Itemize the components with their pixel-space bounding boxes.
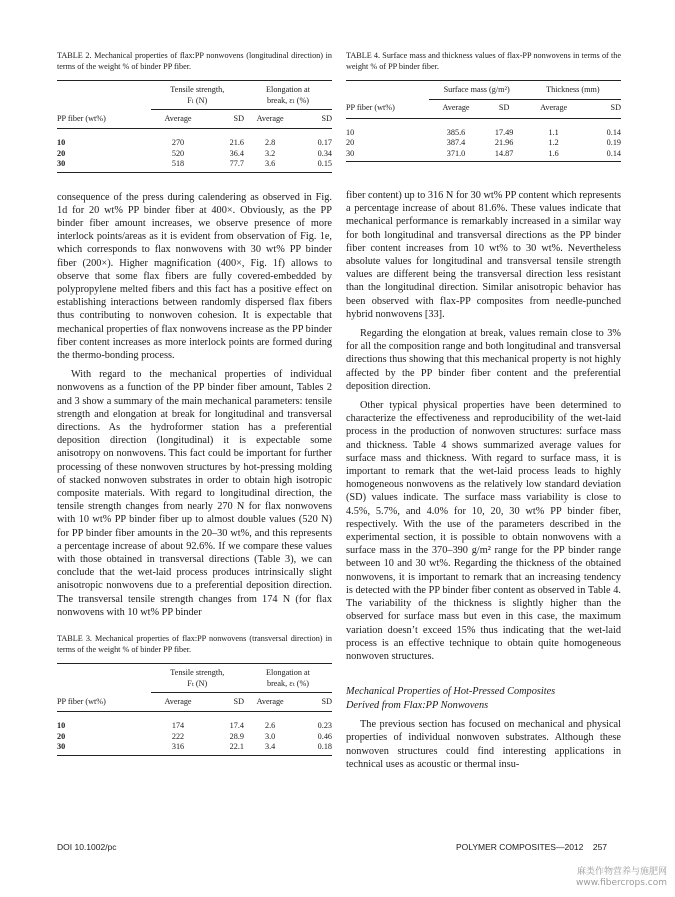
table3 xyxy=(57,663,332,756)
table-row: 20 520 36.4 3.2 0.34 xyxy=(57,148,332,158)
body-paragraph: fiber content) up to 316 N for 30 wt% PP content which represents a percentage increase of about 81.6%. These values indicate that mechanical performance is remarkably increased in a similar way for both longitudinal and transversal directions as the PP binder fiber content increases from 10 wt% to 30 wt%. Nevertheless absolute values for longitudinal and transversal tensile strength values are different being the transversal direction less resistant than the longitudinal direction. Similar anisotropic behavior has been observed with flax-PP composites from needle-punched hybrid nonwovens [33]. xyxy=(346,190,621,320)
table2-col-average: Average xyxy=(244,110,296,129)
table4-caption: TABLE 4. Surface mass and thickness values of flax-PP nonwovens in terms of the weight % of PP binder fiber. xyxy=(346,51,621,71)
table4-col-average: Average xyxy=(525,99,583,118)
watermark: 麻类作物营养与施肥网 www.fibercrops.com xyxy=(576,867,667,888)
table4-group1-header: Surface mass (g/m²) xyxy=(429,81,525,96)
footer-journal: POLYMER COMPOSITES—2012 257 xyxy=(456,842,608,852)
section-heading: Mechanical Properties of Hot-Pressed Composites Derived from Flax:PP Nonwovens xyxy=(346,686,556,711)
table3-col-average: Average xyxy=(151,693,206,712)
table3-col-average: Average xyxy=(244,693,296,712)
right-column xyxy=(346,50,621,771)
body-paragraph: The previous section has focused on mechanical and physical properties of individual nonwoven substrates. Although these nonwoven structures could find interesting applications in technical uses as acoustic or thermal insu- xyxy=(346,719,621,770)
table-row: 30 371.0 14.87 1.6 0.14 xyxy=(346,149,621,162)
table-row: 10 270 21.6 2.8 0.17 xyxy=(57,138,332,147)
table2-col-sd: SD xyxy=(206,110,245,129)
table4-row-header: PP fiber (wt%) xyxy=(346,99,429,118)
table-row: 10 174 17.4 2.6 0.23 xyxy=(57,721,332,730)
table2 xyxy=(57,80,332,173)
body-paragraph: With regard to the mechanical properties of individual nonwovens as a function of the PP binder fiber amount, Tables 2 and 3 show a summary of the main mechanical parameters: tensile strength and elongation at break for longitudinal and transversal directions. As the hydroformer station has a preferential deposition direction (longitudinal) it is expectable some anisotropy on nonwovens. This fact could be important for further processing of these nonwoven structures by hot-pressing molding of stacked nonwoven substrates in order to obtain high isotropic composite materials. With regard to longitudinal direction, the tensile strength changes from nearly 270 N for flax nonwovens with 10 wt% PP binder fiber up to almost double values (520 N) for PP binder fiber amounts in the 20–30 wt%, and this represents a percentage increase of about 92.6%. If we compare these values with those obtained in transversal directions (Table 3), we can conclude that the wet-laid process produces intrinsically slight anisotropic nonwovens due to a preferential deposition direction. The transversal tensile strength changes from 174 N (for flax nonwovens with 10 wt% PP binder xyxy=(57,369,332,618)
footer-doi: DOI 10.1002/pc xyxy=(57,842,117,852)
table3-group2-header: Elongation at break, εₜ (%) xyxy=(244,664,332,690)
table3-col-sd: SD xyxy=(206,693,245,712)
table4-col-average: Average xyxy=(429,99,484,118)
table2-col-average: Average xyxy=(151,110,206,129)
table-row: 10 385.6 17.49 1.1 0.14 xyxy=(346,127,621,137)
table2-row-header: PP fiber (wt%) xyxy=(57,110,151,129)
table4-col-sd: SD xyxy=(484,99,525,118)
body-paragraph: Regarding the elongation at break, values remain close to 3% for all the composition range and both longitudinal and transversal directions thus showing that this mechanical property is not highly affected by the PP binder fiber content and the preferential deposition direction. xyxy=(346,328,621,392)
body-paragraph: Other typical physical properties have been determined to characterize the effectiveness and reproducibility of the wet-laid process in the production of nonwoven structures: surface mass and thickness. Table 4 shows summarized average values for surface mass and thickness. With regard to surface mass, it is important to remark that the wet-laid process leads to highly homogeneous nonwovens as the relatively low standard deviation (SD) values indicate. The surface mass variability is close to 4.5%, 5.7%, and 4.0% for 10, 20, 30 wt% PP binder fiber, respectively. With the use of the parameters described in the experimental section, it is possible to obtain nonwovens with a surface mass in the 370–390 g/m² range for the PP binder range between 10 and 30 wt%. Regarding the thickness of the obtained nonwovens, it is important to remark that an increasing tendency is detected with the PP binder fiber content as observed in Table 4. The variability of the thickness is slightly higher than the observed for surface mass but even in this case, the maximum variation doesn’t exceed 15% thus indicating that the wet-laid process is an effective technique to obtain quite homogeneous nonwoven structures. xyxy=(346,400,621,662)
table2-group1-header: Tensile strength, Fₗ (N) xyxy=(151,81,245,107)
table3-caption: TABLE 3. Mechanical properties of flax:PP nonwovens (transversal direction) in terms of the weight % of binder PP fiber. xyxy=(57,634,332,654)
body-paragraph: consequence of the press during calendering as observed in Fig. 1d for 20 wt% PP binder fiber at 400×. Obviously, as the PP binder fiber amount increases, we observe presence of more interlock points/areas as it is evident from observation of Fig. 1e, which corresponds to flax nonwovens with 30 wt% PP binder fiber (200×). Higher magnification (400×, Fig. 1f) allows to observe that some flax fibers are fully covered-embedded by polypropylene melted fibers and this fact has a positive effect on establishing interactions between randomly dispersed flax fibers thus contributing to nonwoven cohesion. It is expectable that mechanical properties of flax nonwovens increase as the PP binder fiber content increases as more interlock points are formed during the thermo-bonding process. xyxy=(57,191,332,361)
table3-col-sd: SD xyxy=(296,693,332,712)
table2-col-sd: SD xyxy=(296,110,332,129)
table3-group1-header: Tensile strength, Fₜ (N) xyxy=(151,664,245,690)
table4 xyxy=(346,80,621,162)
table-row: 20 387.4 21.96 1.2 0.19 xyxy=(346,138,621,147)
table3-row-header: PP fiber (wt%) xyxy=(57,693,151,712)
table-row: 30 316 22.1 3.4 0.18 xyxy=(57,742,332,755)
page-number: 257 xyxy=(592,842,608,852)
table2-group2-header: Elongation at break, εₗ (%) xyxy=(244,81,332,107)
table4-group2-header: Thickness (mm) xyxy=(525,81,621,96)
left-column xyxy=(57,50,332,756)
table-row: 20 222 28.9 3.0 0.46 xyxy=(57,731,332,741)
table-row: 30 518 77.7 3.6 0.15 xyxy=(57,159,332,172)
table2-caption: TABLE 2. Mechanical properties of flax:PP nonwovens (longitudinal direction) in terms of the weight % of binder PP fiber. xyxy=(57,51,332,71)
table4-col-sd: SD xyxy=(583,99,622,118)
